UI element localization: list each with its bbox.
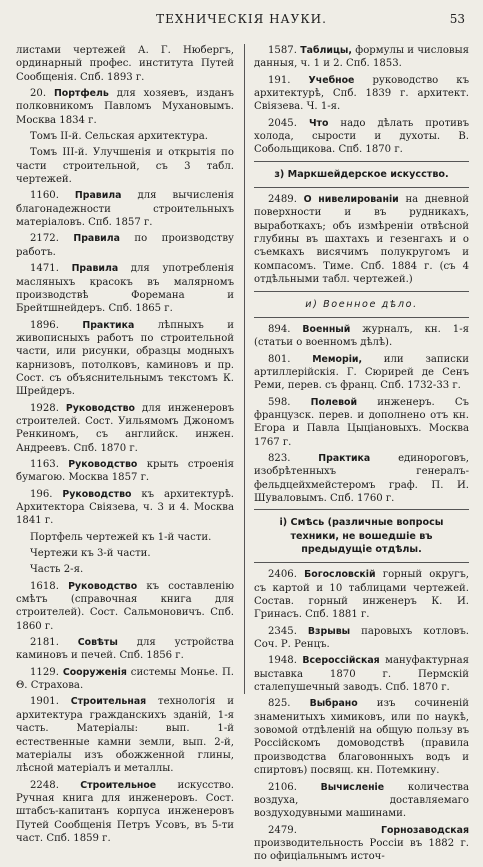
catalog-entry (254, 353, 469, 393)
entry-text: производительность Россіи въ 1882 г. по офиціальнымъ источ- (254, 837, 469, 863)
entry-keyword: Горнозаводская (380, 824, 469, 836)
entry-text: къ архитектурѣ. Архитектора Свіязева, ч. 3 и 4. Москва 1841 г. (16, 488, 234, 527)
entry-number: 2406. (268, 569, 297, 581)
entry-text: системы Монье. П. Θ. Страхова. (16, 666, 234, 692)
catalog-entry (16, 189, 234, 229)
page-number: 53 (449, 12, 465, 26)
entry-text: технологія и архитектура гражданскихъ зданій, 1-я часть. Матеріалы: вып. 1-й естественные камни земли, вып. 2-й, матеріалы изъ обожженной глины, лѣсной матеріалъ и металлы. (16, 696, 234, 775)
entry-keyword: Вычисленіе (320, 781, 385, 793)
entry-text: Часть 2-я. (30, 564, 84, 576)
section-divider (254, 509, 469, 510)
catalog-entry (254, 654, 469, 694)
catalog-entry (16, 531, 234, 544)
entry-text: къ составленію смѣтъ (справочная книга для строителей). Сост. Сальмоновичъ. Спб. 1860 г. (16, 580, 234, 632)
catalog-entry (16, 779, 234, 846)
entry-number: 1948. (268, 655, 297, 667)
entry-number: 20. (30, 88, 47, 100)
right-column-top-entries (254, 44, 469, 157)
catalog-entry (254, 452, 469, 505)
entry-number: 1618. (30, 580, 59, 592)
catalog-entry (254, 44, 469, 71)
catalog-entry (16, 130, 234, 143)
entry-number: 825. (268, 698, 291, 710)
section-heading-military: и) Военное дѣло. (305, 298, 418, 310)
entry-keyword: Всероссійская (302, 655, 380, 667)
catalog-entry (254, 625, 469, 652)
entry-keyword: Правила (74, 190, 122, 202)
catalog-entry (16, 636, 234, 663)
entry-keyword: Руководство (68, 580, 138, 592)
entry-text: количества воздуха, доставляемаго воздуходувными машинами. (254, 781, 469, 820)
entry-number: 1129. (30, 666, 59, 678)
entry-text: искусство. Ручная книга для инженеровъ. Сост. штабсъ-капитанъ корпуса инженеровъ Путей Сообщенія Петръ Усовъ, въ 5-ти част. Спб. 1859 г. (16, 779, 234, 844)
entry-text: Томъ III-й. Улучшенія и открытія по части строительной, съ 3 табл. чертежей. (16, 147, 234, 186)
entry-number: 1471. (30, 263, 59, 275)
catalog-entry (254, 568, 469, 621)
entry-keyword: Руководство (65, 402, 135, 414)
entry-number: 2479. (268, 824, 297, 836)
entry-number: 801. (268, 353, 291, 365)
entry-keyword: Практика (318, 452, 371, 464)
entry-number: 894. (268, 323, 291, 335)
entry-number: 191. (268, 74, 291, 86)
entry-text: для инженеровъ строителей. Сост. Уильямомъ Джономъ Ренкиномъ, съ английск. инжен. Андреевъ. Спб. 1870 г. (16, 402, 235, 454)
column-divider (244, 44, 245, 694)
catalog-entry (16, 563, 234, 576)
entry-keyword: Взрывы (307, 625, 351, 637)
entry-text: лѣпныхъ и живописныхъ работъ по строительной части, или рисунки, образцы модныхъ карнизовъ, потолковъ, каминовъ и пр. Сост. съ объяснительнымъ текстомъ К. Шрейдеръ. (16, 319, 234, 398)
entry-keyword: Выбрано (309, 698, 358, 710)
catalog-entry (16, 232, 234, 259)
entry-text: журналъ, кн. 1-я (статьи о военномъ дѣлѣ). (254, 323, 469, 349)
catalog-entry (254, 117, 469, 157)
entry-text: крыть строенія бумагою. Москва 1857 г. (16, 458, 234, 484)
entry-text: для употребленія масляныхъ красокъ въ малярномъ производствѣ Форемана и Брейтшнейдеръ. Спб. 1865 г. (16, 263, 234, 315)
military-entries (254, 323, 469, 505)
entry-keyword: Совѣты (77, 637, 118, 649)
entry-keyword: Портфель (53, 88, 109, 100)
entry-keyword: О нивелированіи (303, 194, 399, 206)
catalog-entry (254, 824, 469, 864)
surveying-entries (254, 193, 469, 286)
entry-keyword: Что (308, 117, 329, 129)
section-divider (254, 317, 469, 318)
entry-number: 196. (30, 488, 53, 500)
entry-text: на дневной поверхности и въ рудникахъ, выработкахъ; объ измѣреніи отвѣсной глубины въ шахтахъ и гезенгахъ и о съемкахъ висячимъ полукругомъ и компасомъ. Тиме. Спб. 1884 г. (съ 4 отдѣльными табл. чертежей.) (254, 194, 469, 286)
entry-text: изъ сочиненій знаменитыхъ химиковъ, или по наукѣ, зовомой отдѣленій на общую пользу въ Россійскомъ домоводствѣ (правила производства благовонныхъ водъ и спиртовъ) посвящ. кн. Потемкину. (254, 698, 469, 777)
catalog-entry (16, 262, 234, 315)
entry-keyword: Строительная (70, 696, 147, 708)
entry-text: мануфактурная выставка 1870 г. Пермскій сталепушечный заводъ. Спб. 1870 г. (254, 655, 469, 694)
section-divider (254, 187, 469, 188)
entry-number: 2489. (268, 194, 297, 206)
entry-text: формулы и числовыя данныя, ч. 1 и 2. Спб. 1853. (254, 45, 469, 70)
catalog-entry (254, 396, 469, 449)
entry-number: 2181. (30, 637, 59, 649)
section-divider (254, 562, 469, 563)
entry-text: для хозяевъ, изданъ полковникомъ Павломъ Мухановымъ. Москва 1834 г. (16, 88, 234, 126)
entry-text: по производству работъ. (16, 233, 234, 258)
entry-text: Чертежи къ 3-й части. (30, 548, 151, 560)
entry-text: или записки артиллерійскія. Г. Сюрирей де Сенъ Реми, перев. съ франц. Спб. 1732-33 г. (254, 353, 469, 392)
entry-text: Портфель чертежей къ 1-й части. (30, 531, 212, 543)
catalog-entry (16, 488, 234, 528)
entry-text: Томъ II-й. Сельская архитектура. (30, 131, 208, 143)
catalog-entry (16, 666, 234, 693)
section-divider (254, 291, 469, 292)
entry-number: 1901. (30, 696, 59, 708)
entry-number: 823. (268, 452, 291, 464)
entry-number: 1160. (30, 190, 59, 202)
catalog-entry (254, 193, 469, 286)
entry-keyword: Учебное (308, 74, 355, 86)
section-heading-miscellany: і) Смѣсь (различные вопросы техники, не вошедшіе въ предыдущіе отдѣлы. (279, 517, 444, 555)
catalog-entry (254, 323, 469, 350)
entry-keyword: Полевой (310, 396, 358, 408)
entry-text: единороговъ, изобрѣтенныхъ генералъ-фельдцейхмейстеромъ граф. П. И. Шуваловымъ. Спб. 1760 г. (254, 452, 469, 504)
entry-keyword: Руководство (62, 488, 132, 500)
entry-text: для устройства каминовъ и печей. Спб. 1856 г. (16, 637, 234, 662)
entry-number: 1896. (30, 319, 59, 331)
entry-text: листами чертежей А. Г. Нюбергъ, ординарный профес. института Путей Сообщенія. Спб. 1893 г. (16, 45, 234, 83)
entry-keyword: Руководство (68, 458, 138, 470)
entry-keyword: Строительное (80, 779, 157, 791)
catalog-entry (254, 74, 469, 114)
entry-number: 2345. (268, 625, 297, 637)
catalog-entry (16, 44, 234, 84)
running-title: ТЕХНИЧЕСКІЯ НАУКИ. (156, 12, 327, 26)
section-divider (254, 161, 469, 162)
miscellany-entries (254, 568, 469, 863)
entry-keyword: Меморіи, (312, 353, 363, 365)
entry-text: для вычисленія благонадежности строительныхъ матеріаловъ. Спб. 1857 г. (16, 190, 234, 229)
left-column (16, 44, 234, 848)
entry-text: паровыхъ котловъ. Соч. Р. Ренцъ. (254, 625, 469, 651)
entry-keyword: Правила (71, 263, 119, 275)
entry-keyword: Правила (73, 233, 120, 245)
entry-number: 598. (268, 396, 291, 408)
right-column (254, 44, 469, 867)
catalog-entry (16, 402, 234, 455)
catalog-entry (16, 580, 234, 633)
page-header (0, 12, 483, 28)
entry-keyword: Сооруженія (62, 666, 127, 678)
entry-text: надо дѣлать противъ холода, сырости и духоты. В. Собольщикова. Спб. 1870 г. (254, 117, 469, 156)
catalog-entry (254, 697, 469, 777)
entry-number: 2045. (268, 117, 297, 129)
entry-number: 2248. (30, 779, 59, 791)
entry-number: 1163. (30, 458, 59, 470)
entry-number: 1587. (268, 45, 297, 56)
entry-number: 2172. (30, 233, 59, 245)
section-heading-surveying: з) Маркшейдерское искусство. (274, 168, 449, 180)
catalog-entry (16, 146, 234, 186)
catalog-entry (254, 781, 469, 821)
catalog-entry (16, 458, 234, 485)
catalog-entry (16, 87, 234, 127)
entry-text: горный округъ, съ картой и 10 таблицами чертежей. Состав. горный инженеръ К. И. Гринасъ. Спб. 1881 г. (254, 569, 470, 621)
catalog-entry (16, 319, 234, 399)
entry-text: руководство къ архитектурѣ, Спб. 1839 г. архитект. Свіязева. Ч. 1-я. (254, 74, 470, 113)
entry-text: инженеръ. Съ французск. перев. и дополнено отъ кн. Егора и Павла Цыціановыхъ. Москва 1767 г. (254, 396, 469, 448)
entry-keyword: Военный (302, 323, 351, 335)
entry-number: 2106. (268, 781, 297, 793)
entry-keyword: Таблицы, (300, 45, 352, 56)
catalog-entry (16, 695, 234, 775)
entry-keyword: Богословскій (304, 569, 376, 581)
entry-number: 1928. (30, 402, 59, 414)
catalog-entry (16, 547, 234, 560)
entry-keyword: Практика (82, 319, 135, 331)
